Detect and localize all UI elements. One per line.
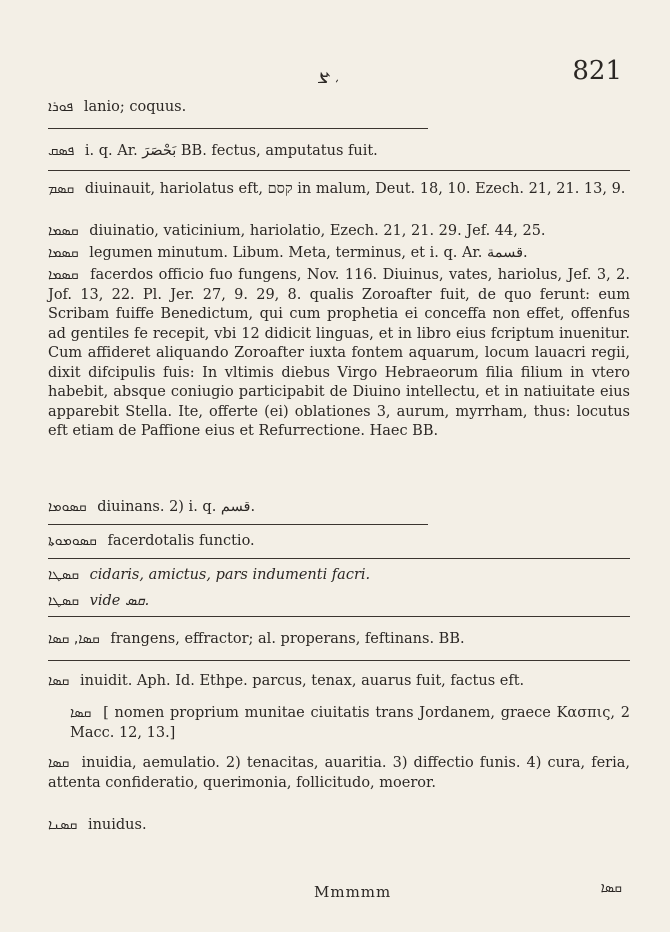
definition: vide ܩܣ. xyxy=(89,593,150,609)
header-mark: ܨ ܼ xyxy=(318,58,336,82)
definition: facerdotalis functio. xyxy=(107,533,255,549)
definition: diuinans. 2) i. q. ‫قسم‬. xyxy=(97,499,256,515)
divider xyxy=(48,616,630,617)
headword: ܩܣܛܐ xyxy=(48,593,80,609)
entry-13 xyxy=(48,704,630,743)
definition: cidaris, amictus, pars indumenti facri. xyxy=(89,567,371,583)
headword: ܩܣܡ xyxy=(48,181,75,197)
headword: ܩܣܐ xyxy=(70,705,92,721)
headword: ܩܣܡܐ xyxy=(48,245,79,261)
entry-1 xyxy=(48,98,630,118)
definition: frangens, effractor; al. properans, feftinans. BB. xyxy=(110,631,465,647)
entry-7 xyxy=(48,498,630,518)
entry-5 xyxy=(48,244,630,264)
entry-11 xyxy=(48,630,630,650)
definition: diuinatio, vaticinium, hariolatio, Ezech. 21, 21. 29. Jef. 44, 25. xyxy=(89,223,546,239)
headword: ܦܣܩ xyxy=(48,143,75,159)
divider xyxy=(48,170,630,171)
headword: ܩܣܐ xyxy=(48,755,70,771)
definition: [ nomen proprium munitae ciuitatis trans Jordanem, graece Κασπις, 2 Macc. 12, 13.] xyxy=(70,705,631,741)
divider xyxy=(48,660,630,661)
entry-2 xyxy=(48,142,630,162)
entry-3 xyxy=(48,180,630,200)
entry-15 xyxy=(48,816,630,836)
entry-10 xyxy=(48,592,630,612)
headword: ܩܣܐ, ܩܣܐ xyxy=(48,631,100,647)
definition: lanio; coquus. xyxy=(83,99,187,115)
signature-mark: Mmmmm xyxy=(314,883,392,901)
headword: ܩܣܡܐ xyxy=(48,223,79,239)
entry-6 xyxy=(48,266,630,442)
headword: ܩܣܛܐ xyxy=(48,567,80,583)
headword: ܩܣܡܐ xyxy=(48,267,79,283)
definition: inuidit. Aph. Id. Ethpe. parcus, tenax, auarus fuit, factus eft. xyxy=(80,673,525,689)
divider xyxy=(48,558,630,559)
definition: inuidus. xyxy=(87,817,147,833)
headword: ܦܘܪܐ xyxy=(48,99,74,115)
entry-8 xyxy=(48,532,630,552)
definition: legumen minutum. Libum. Meta, terminus, et i. q. Ar. ‫قسمة‬. xyxy=(89,245,528,261)
headword: ܩܣܘܡܘܬܐ xyxy=(48,533,97,549)
divider xyxy=(48,524,428,525)
definition: i. q. Ar. ‫بَحْصَرَ‬ BB. fectus, amputatus fuit. xyxy=(84,143,378,159)
entry-12 xyxy=(48,672,630,692)
entry-9 xyxy=(48,566,630,586)
definition: diuinauit, hariolatus eft, קסם in malum, Deut. 18, 10. Ezech. 21, 21. 13, 9. xyxy=(84,181,626,197)
headword: ܩܣܘܡܐ xyxy=(48,499,87,515)
headword: ܩܣܐ xyxy=(48,673,70,689)
catchword: ܩܣܐ xyxy=(600,880,622,896)
definition: inuidia, aemulatio. 2) tenacitas, auaritia. 3) diffectio funis. 4) cura, feria, attenta confideratio, querimonia, follicitudo, moeror. xyxy=(48,755,631,791)
headword: ܩܣܢܐ xyxy=(48,817,78,833)
page-number: 821 xyxy=(572,56,622,86)
entry-4 xyxy=(48,222,630,242)
entry-14 xyxy=(48,754,630,793)
definition: facerdos officio fuo fungens, Nov. 116. Diuinus, vates, hariolus, Jef. 3, 2. Jof. 13, 22. Pl. Jer. 27, 9. 29, 8. qualis Zoroafter fuit, de quo ferunt: eum Scribam fuiffe Benedictum, qui cum prophetia ei conceffa non effet, offenfus ad gentiles fe recepit, vbi 12 didicit linguas, et in libro eius fcriptum inuenitur. Cum affideret aliquando Zoroafter iuxta fontem aquarum, locum lauacri regii, dixit difcipulis fuis: In vltimis diebus Virgo Hebraeorum filia filium in vtero habebit, absque coniugio participabit de Diuino intellectu, et in natiuitate eius apparebit Stella. Ite, offerte (ei) oblationes 3, aurum, myrrham, thus: locutus eft etiam de Paffione eius et Refurrectione. Haec BB. xyxy=(48,267,631,439)
divider xyxy=(48,128,428,129)
